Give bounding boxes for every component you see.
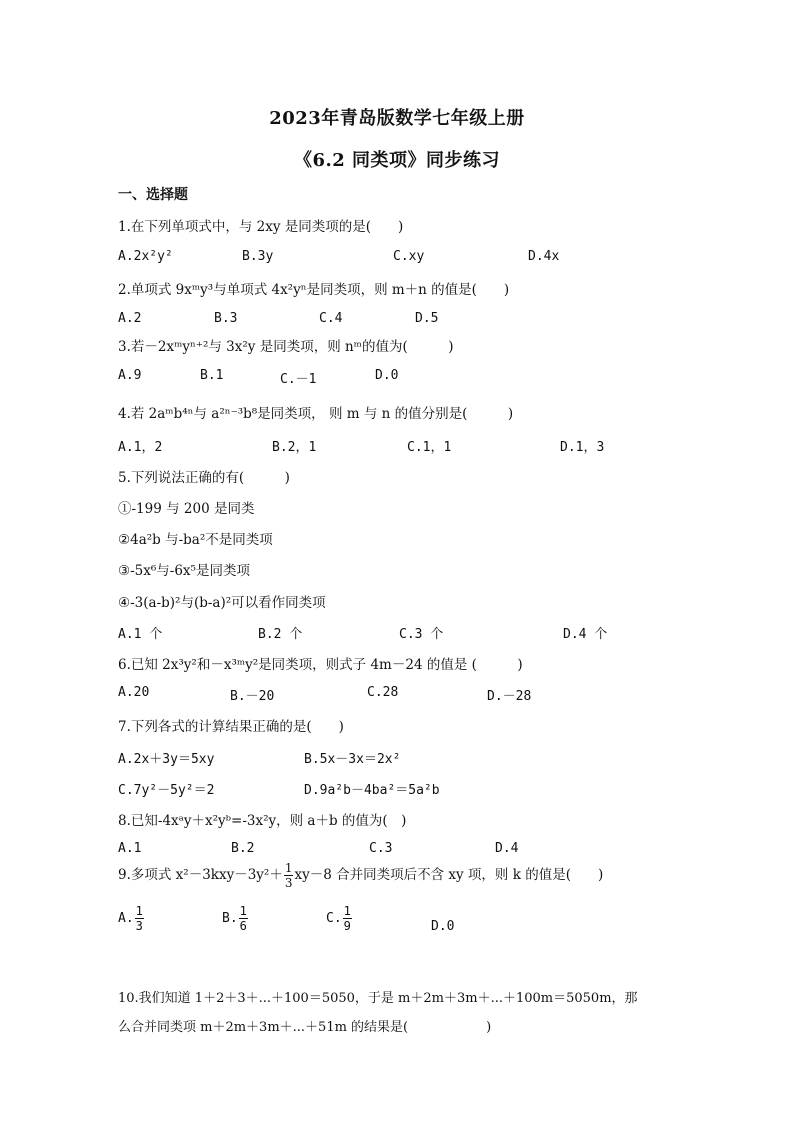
question-3: 3.若－2xᵐyⁿ⁺²与 3x²y 是同类项，则 nᵐ的值为( ) xyxy=(118,339,454,355)
option-c: C.3 个 xyxy=(399,627,444,642)
option-b: B. $\frac{1}{6}$ xyxy=(222,904,247,933)
option-a: A.2x＋3y＝5xy xyxy=(118,752,215,767)
question-1: 1.在下列单项式中，与 2xy 是同类项的是( ) xyxy=(118,219,404,235)
option-a: A.1 个 xyxy=(118,627,163,642)
option-b: B.3 xyxy=(214,311,238,326)
question-10-line-1: 10.我们知道 1＋2＋3＋...＋100＝5050，于是 m＋2m＋3m＋...＋100m＝5050m，那 xyxy=(118,991,638,1006)
option-b: B.5x－3x＝2x² xyxy=(304,752,401,767)
question-8: 8.已知-4xᵃy＋x²yᵇ=-3x²y，则 a＋b 的值为( ) xyxy=(118,813,407,829)
option-c: C.28 xyxy=(367,685,399,700)
option-b: B.－20 xyxy=(230,689,275,704)
option-b: B.1 xyxy=(200,368,224,383)
option-d: D.4 xyxy=(495,841,519,856)
option-c: C. $\frac{1}{9}$ xyxy=(326,904,351,933)
question-9 xyxy=(118,862,603,889)
option-c: C.7y²－5y²＝2 xyxy=(118,783,215,798)
question-10-line-2: 么合并同类项 m＋2m＋3m＋...＋51m 的结果是( ) xyxy=(118,1020,492,1035)
section-heading: 一、选择题 xyxy=(118,187,188,203)
statement-2: ②4a²b 与-ba²不是同类项 xyxy=(118,532,273,548)
question-9-text-start: 9.多项式 x²－3kxy－3y²＋ xyxy=(118,867,283,883)
option-a: A.1，2 xyxy=(118,440,163,455)
option-a: A.1 xyxy=(118,841,142,856)
statement-4: ④-3(a-b)²与(b-a)²可以看作同类项 xyxy=(118,595,326,611)
option-c: C.3 xyxy=(369,841,393,856)
question-2: 2.单项式 9xᵐy³与单项式 4x²yⁿ是同类项，则 m＋n 的值是( ) xyxy=(118,282,510,298)
option-d: D.4 个 xyxy=(563,627,608,642)
option-d: D.4x xyxy=(528,249,560,264)
option-c: C.1，1 xyxy=(407,440,452,455)
question-6: 6.已知 2x³y²和－x³ᵐy²是同类项，则式子 4m－24 的值是 ( ) xyxy=(118,657,523,673)
option-d: D.0 xyxy=(431,919,455,934)
option-c: C.xy xyxy=(393,249,425,264)
page-subtitle: 《6.2 同类项》同步练习 xyxy=(293,150,501,171)
option-b: B.2 xyxy=(231,841,255,856)
option-d: D.－28 xyxy=(487,689,532,704)
statement-1: ①-199 与 200 是同类 xyxy=(118,501,255,517)
question-9-text-end: xy－8 合并同类项后不含 xy 项，则 k 的值是( ) xyxy=(294,867,604,883)
option-b: B.3y xyxy=(242,249,274,264)
fraction-one-third: $\frac{1}{3}$ xyxy=(284,861,293,890)
statement-3: ③-5x⁶与-6x⁵是同类项 xyxy=(118,563,250,579)
option-a: A. $\frac{1}{3}$ xyxy=(118,904,143,933)
option-d: D.9a²b－4ba²＝5a²b xyxy=(304,783,440,798)
option-d: D.5 xyxy=(415,311,439,326)
question-7: 7.下列各式的计算结果正确的是( ) xyxy=(118,719,344,735)
option-c: C.－1 xyxy=(280,372,317,387)
page-title: 2023年青岛版数学七年级上册 xyxy=(269,108,525,129)
option-a: A.2 xyxy=(118,311,142,326)
option-b: B.2 个 xyxy=(258,627,303,642)
option-c: C.4 xyxy=(319,311,343,326)
question-5: 5.下列说法正确的有( ) xyxy=(118,470,290,486)
option-a: A.9 xyxy=(118,368,142,383)
option-b: B.2，1 xyxy=(272,440,317,455)
option-d: D.1，3 xyxy=(560,440,605,455)
question-4: 4.若 2aᵐb⁴ⁿ与 a²ⁿ⁻³b⁸是同类项， 则 m 与 n 的值分别是( ) xyxy=(118,406,514,422)
option-a: A.20 xyxy=(118,685,150,700)
option-d: D.0 xyxy=(375,368,399,383)
option-a: A.2x²y² xyxy=(118,249,173,264)
